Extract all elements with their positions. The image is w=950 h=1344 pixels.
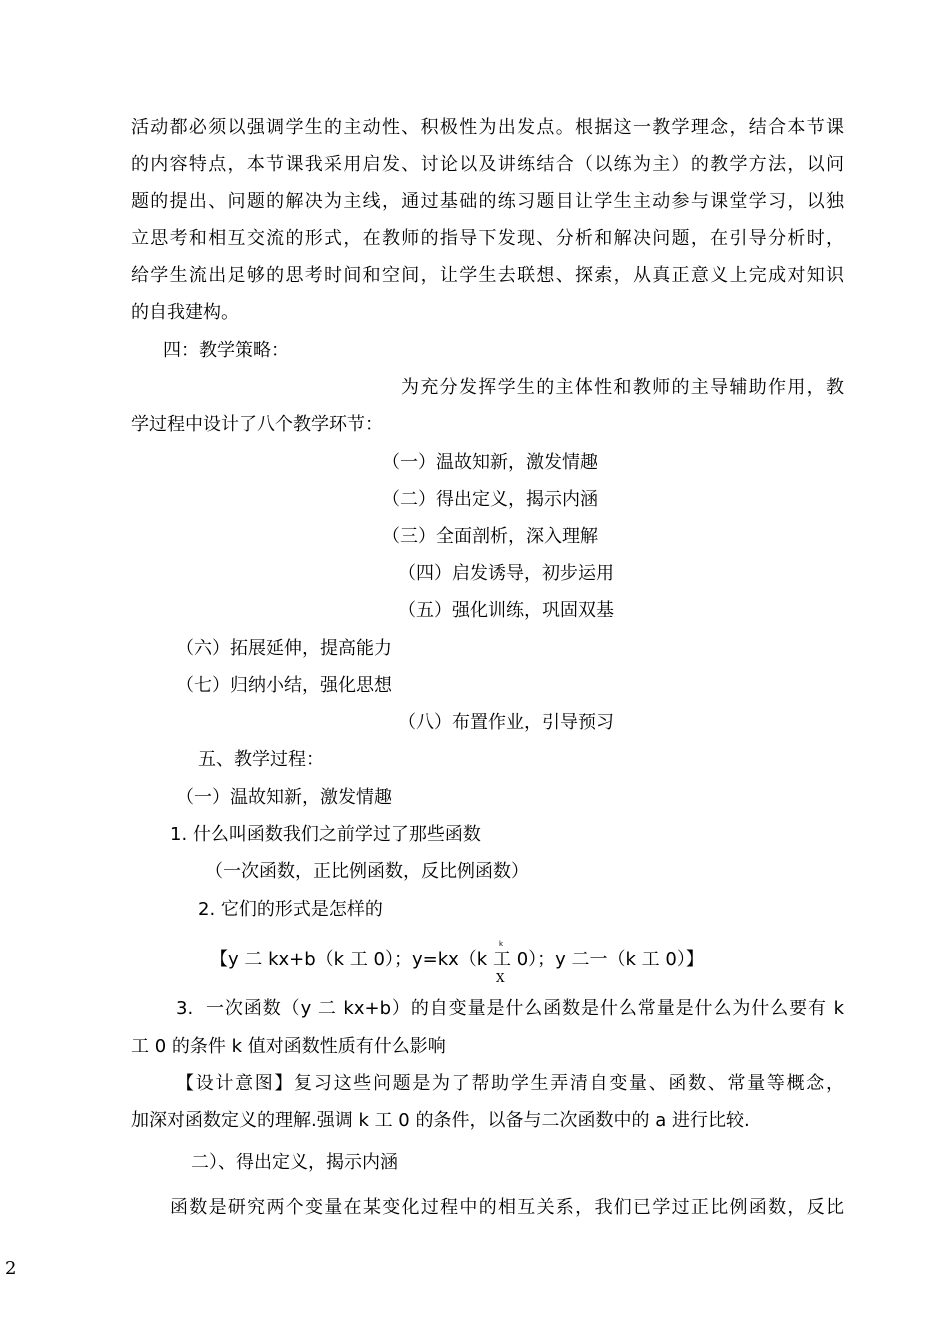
formula-subscript: X xyxy=(495,971,505,985)
formula-line xyxy=(210,940,704,985)
paragraph-line: 学过程中设计了八个教学环节： xyxy=(131,414,383,435)
paragraph-line: 立思考和相互交流的形式，在教师的指导下发现、分析和解决问题，在引导分析时， xyxy=(131,228,844,249)
paragraph-line: 题的提出、问题的解决为主线，通过基础的练习题目让学生主动参与课堂学习，以独 xyxy=(131,191,844,212)
section-heading: 五、教学过程： xyxy=(198,749,324,770)
formula-fraction xyxy=(492,940,511,985)
question-line: 1. 什么叫函数我们之前学过了那些函数 xyxy=(170,824,481,845)
formula-part: 【y 二 kx+b（k 工 0）；y=kx（k xyxy=(210,949,493,970)
teaching-step: （一）温故知新，激发情趣 xyxy=(382,452,598,473)
formula-superscript: k xyxy=(498,940,504,948)
paragraph-line: 的自我建构。 xyxy=(131,302,239,323)
teaching-step: （五）强化训练，巩固双基 xyxy=(398,600,614,621)
paragraph-line: 为充分发挥学生的主体性和教师的主导辅助作用，教 xyxy=(401,377,844,398)
paragraph-line: 活动都必须以强调学生的主动性、积极性为出发点。根据这一教学理念，结合本节课 xyxy=(131,117,844,138)
formula-part: 0）；y 二一（k 工 0）】 xyxy=(510,949,704,970)
subsection-title: 二）、得出定义，揭示内涵 xyxy=(191,1152,398,1173)
design-intent-line: 【设计意图】复习这些问题是为了帮助学生弄清自变量、函数、常量等概念， xyxy=(176,1073,844,1094)
paragraph-line: 的内容特点，本节课我采用启发、讨论以及讲练结合（以练为主）的教学方法，以问 xyxy=(131,154,844,175)
section-heading: 四：教学策略： xyxy=(163,340,289,361)
design-intent-line: 加深对函数定义的理解.强调 k 工 0 的条件，以备与二次函数中的 a 进行比较. xyxy=(131,1110,750,1131)
question-line: 2. 它们的形式是怎样的 xyxy=(198,899,383,920)
teaching-step: （六）拓展延伸，提高能力 xyxy=(176,638,392,659)
teaching-step: （三）全面剖析，深入理解 xyxy=(382,526,598,547)
subsection-title: （一）温故知新，激发情趣 xyxy=(176,787,392,808)
question-line: 工 0 的条件 k 值对函数性质有什么影响 xyxy=(131,1036,446,1057)
formula-symbol: 工 xyxy=(492,949,511,970)
answer-line: （一次函数，正比例函数，反比例函数） xyxy=(205,861,529,882)
question-number: 3. xyxy=(176,998,194,1019)
page-number: 2 xyxy=(5,1258,17,1279)
question-line: 一次函数（y 二 kx+b）的自变量是什么函数是什么常量是什么为什么要有 k xyxy=(206,998,844,1019)
paragraph-line: 给学生流出足够的思考时间和空间，让学生去联想、探索，从真正意义上完成对知识 xyxy=(131,265,844,286)
paragraph-line: 函数是研究两个变量在某变化过程中的相互关系，我们已学过正比例函数，反比 xyxy=(170,1197,844,1218)
teaching-step: （八）布置作业，引导预习 xyxy=(398,712,614,733)
teaching-step: （四）启发诱导，初步运用 xyxy=(398,563,614,584)
teaching-step: （二）得出定义，揭示内涵 xyxy=(382,489,598,510)
teaching-step: （七）归纳小结，强化思想 xyxy=(176,675,392,696)
